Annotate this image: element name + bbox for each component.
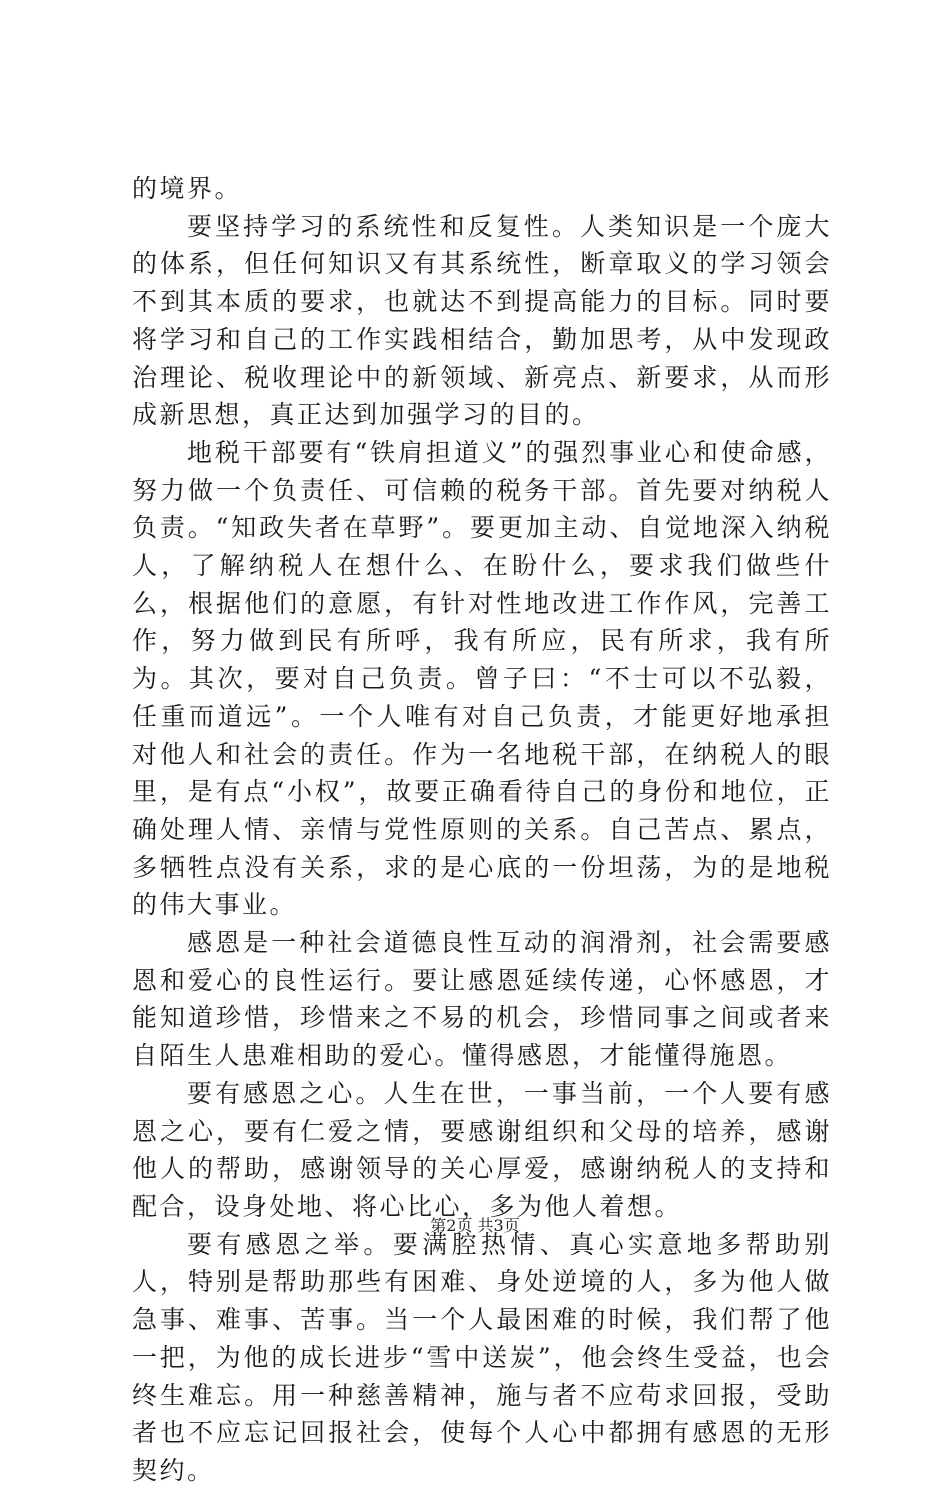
page-number-footer: 第2页 共3页 [430,1216,520,1235]
paragraph-study-systematic: 要坚持学习的系统性和反复性。人类知识是一个庞大的体系，但任何知识又有其系统性，断章取义的学习领会不到其本质的要求，也就达不到提高能力的目标。同时要将学习和自己的工作实践相结合，勤加思考，从中发现政治理论、税收理论中的新领域、新亮点、新要求，从而形成新思想，真正达到加强学习的目的。 [132,211,832,430]
paragraph-gratitude-action: 要有感恩之举。要满腔热情、真心实意地多帮助别人，特别是帮助那些有困难、身处逆境的人，多为他人做急事、难事、苦事。当一个人最困难的时候，我们帮了他一把，为他的成长进步“雪中送炭”，他会终生受益，也会终生难忘。用一种慈善精神，施与者不应苟求回报，受助者也不应忘记回报社会，使每个人心中都拥有感恩的无形契约。 [132,1229,832,1485]
paragraph-gratitude-intro: 感恩是一种社会道德良性互动的润滑剂，社会需要感恩和爱心的良性运行。要让感恩延续传递，心怀感恩，才能知道珍惜，珍惜来之不易的机会，珍惜同事之间或者来自陌生人患难相助的爱心。懂得感恩，才能懂得施恩。 [132,928,832,1071]
paragraph-gratitude-heart: 要有感恩之心。人生在世，一事当前，一个人要有感恩之心，要有仁爱之情，要感谢组织和父母的培养，感谢他人的帮助，感谢领导的关心厚爱，感谢纳税人的支持和配合，设身处地、将心比心，多为他人着想。 [132,1078,832,1221]
document-body [132,170,832,1490]
paragraph-responsibility: 地税干部要有“铁肩担道义”的强烈事业心和使命感，努力做一个负责任、可信赖的税务干部。首先要对纳税人负责。“知政失者在草野”。要更加主动、自觉地深入纳税人，了解纳税人在想什么、在盼什么，要求我们做些什么，根据他们的意愿，有针对性地改进工作作风，完善工作，努力做到民有所呼，我有所应，民有所求，我有所为。其次，要对自己负责。曾子曰：“不士可以不弘毅，任重而道远”。一个人唯有对自己负责，才能更好地承担对他人和社会的责任。作为一名地税干部，在纳税人的眼里，是有点“小权”，故要正确看待自己的身份和地位，正确处理人情、亲情与党性原则的关系。自己苦点、累点，多牺牲点没有关系，求的是心底的一份坦荡，为的是地税的伟大事业。 [132,437,832,920]
paragraph-continued: 的境界。 [132,174,243,203]
